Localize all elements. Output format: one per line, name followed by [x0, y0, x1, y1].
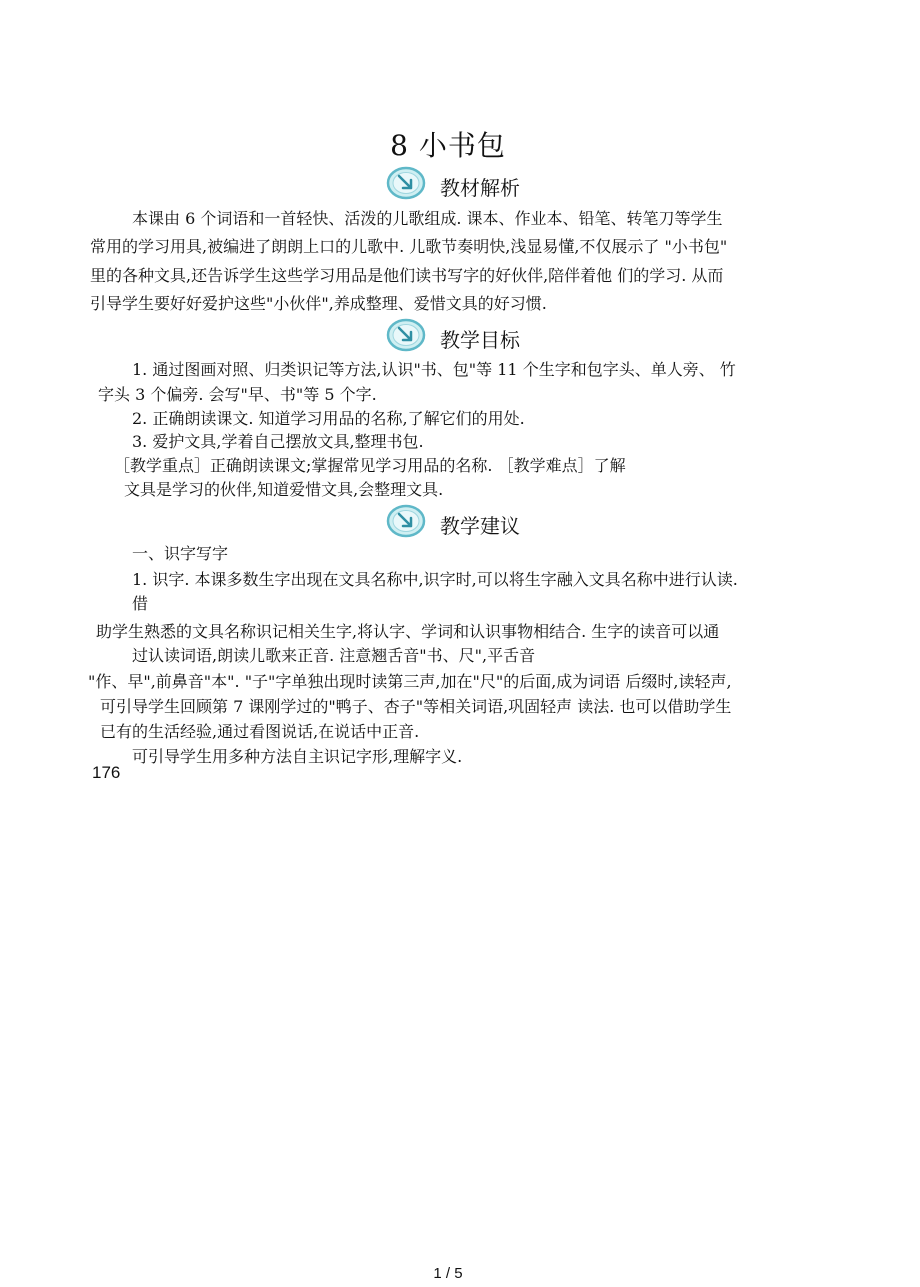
goal-line: 字头 3 个偏旁. 会写"早、书"等 5 个字. — [98, 385, 377, 404]
circle-arrow-icon — [386, 166, 426, 200]
page-number: 176 — [92, 763, 121, 782]
paragraph-line: 已有的生活经验,通过看图说话,在说话中正音. — [100, 722, 420, 741]
subheading: 一、识字写字 — [132, 544, 229, 563]
goal-line: 1. 通过图画对照、归类识记等方法,认识"书、包"等 11 个生字和包字头、单人旁、 竹 — [132, 360, 736, 379]
paragraph-line: 里的各种文具,还告诉学生这些学习用品是他们读书写字的好伙伴,陪伴着他 们的学习. 从而 — [90, 266, 724, 285]
section-header-goals — [386, 316, 520, 353]
goal-line: 2. 正确朗读课文. 知道学习用品的名称,了解它们的用处. — [132, 409, 525, 428]
paragraph-line: 1. 识字. 本课多数生字出现在文具名称中,识字时,可以将生字融入文具名称中进行认读. — [132, 570, 738, 589]
paragraph-line: 可引导学生回顾第 7 课刚学过的"鸭子、杏子"等相关词语,巩固轻声 读法. 也可以借助学生 — [100, 697, 732, 716]
circle-arrow-icon — [386, 504, 426, 538]
page-indicator: 1 / 5 — [433, 1265, 463, 1282]
paragraph-line: 常用的学习用具,被编进了朗朗上口的儿歌中. 儿歌节奏明快,浅显易懂,不仅展示了 "小书包" — [90, 237, 728, 256]
paragraph-line: 引导学生要好好爱护这些"小伙伴",养成整理、爱惜文具的好习惯. — [90, 294, 547, 313]
section-header-suggestions — [386, 502, 520, 539]
section-heading: 教学目标 — [440, 328, 520, 352]
section-heading: 教材解析 — [440, 176, 520, 200]
paragraph-line: 本课由 6 个词语和一首轻快、活泼的儿歌组成. 课本、作业本、铅笔、转笔刀等学生 — [132, 209, 723, 228]
paragraph-line: 可引导学生用多种方法自主识记字形,理解字义. — [132, 747, 463, 766]
paragraph-line: 过认读词语,朗读儿歌来正音. 注意翘舌音"书、尺",平舌音 — [132, 646, 536, 665]
goal-line: 3. 爱护文具,学着自己摆放文具,整理书包. — [132, 432, 424, 451]
paragraph-line: 助学生熟悉的文具名称识记相关生字,将认字、学词和认识事物相结合. 生字的读音可以通 — [96, 622, 720, 641]
section-heading: 教学建议 — [440, 514, 520, 538]
paragraph-line: 借 — [132, 594, 149, 613]
paragraph-line: "作、早",前鼻音"本". "子"字单独出现时读第三声,加在"尺"的后面,成为词语 后缀时,读轻声, — [88, 672, 732, 691]
goal-line: ［教学重点］正确朗读课文;掌握常见学习用品的名称. ［教学难点］了解 — [114, 456, 626, 475]
goal-line: 文具是学习的伙伴,知道爱惜文具,会整理文具. — [124, 480, 444, 499]
section-header-analysis — [386, 164, 520, 201]
circle-arrow-icon — [386, 318, 426, 352]
lesson-title: 8 小书包 — [390, 129, 506, 162]
